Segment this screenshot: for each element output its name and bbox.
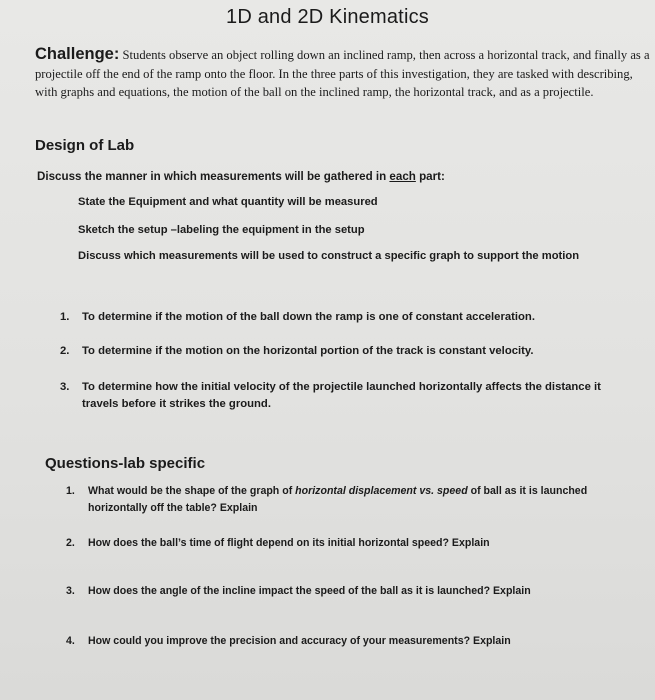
- item-text: To determine if the motion of the ball down the ramp is one of constant acceleration.: [82, 311, 535, 323]
- question-text-italic: horizontal displacement vs. speed: [295, 485, 468, 497]
- design-instruction-emphasis: each: [389, 170, 416, 183]
- question-item: [66, 535, 646, 552]
- design-item: [60, 309, 650, 326]
- design-subitem: Discuss which measurements will be used to construct a specific graph to support the motion: [78, 250, 580, 262]
- design-instruction-prefix: Discuss the manner in which measurements will be gathered in: [37, 170, 390, 183]
- design-instruction-suffix: part:: [415, 170, 445, 183]
- question-text: How does the angle of the incline impact the speed of the ball as it is launched? Explain: [88, 585, 531, 597]
- questions-heading: Questions-lab specific: [45, 455, 206, 472]
- item-number: 2.: [60, 345, 70, 357]
- question-text: How does the ball’s time of flight depend on its initial horizontal speed? Explain: [88, 537, 490, 549]
- design-subitem: State the Equipment and what quantity will be measured: [78, 196, 378, 208]
- item-text: To determine if the motion on the horizontal portion of the track is constant velocity.: [82, 345, 534, 357]
- item-text-continued: travels before it strikes the ground.: [82, 398, 271, 410]
- question-number: 3.: [66, 585, 75, 597]
- design-instruction: [37, 170, 445, 183]
- challenge-text: Students observe an object rolling down an inclined ramp, then across a horizontal track, and finally as a projectile off the end of the ramp onto the floor. In the three parts of this investigation, they are tasked with describing, with graphs and equations, the motion of the ball on the inclined ramp, the horizontal track, and as a projectile.: [35, 48, 650, 99]
- design-item: [60, 343, 650, 360]
- question-item: [66, 583, 646, 600]
- question-number: 4.: [66, 635, 75, 647]
- challenge-label: Challenge:: [35, 45, 120, 63]
- challenge-paragraph: [35, 45, 650, 102]
- question-text: of ball as it is launched: [467, 485, 588, 497]
- item-number: 1.: [60, 311, 70, 323]
- question-text: What would be the shape of the graph of: [88, 485, 296, 497]
- design-heading: Design of Lab: [35, 137, 135, 154]
- question-item: [66, 483, 646, 517]
- item-number: 3.: [60, 381, 70, 393]
- page-title: 1D and 2D Kinematics: [226, 6, 429, 28]
- item-text: To determine how the initial velocity of the projectile launched horizontally affects the distance it: [82, 381, 601, 393]
- question-number: 1.: [66, 485, 75, 497]
- question-text: How could you improve the precision and accuracy of your measurements? Explain: [88, 635, 511, 647]
- design-item: [60, 379, 650, 413]
- question-item: [66, 633, 646, 650]
- question-number: 2.: [66, 537, 75, 549]
- design-subitem: Sketch the setup –labeling the equipment in the setup: [78, 224, 365, 236]
- question-text-continued: horizontally off the table? Explain: [88, 502, 258, 514]
